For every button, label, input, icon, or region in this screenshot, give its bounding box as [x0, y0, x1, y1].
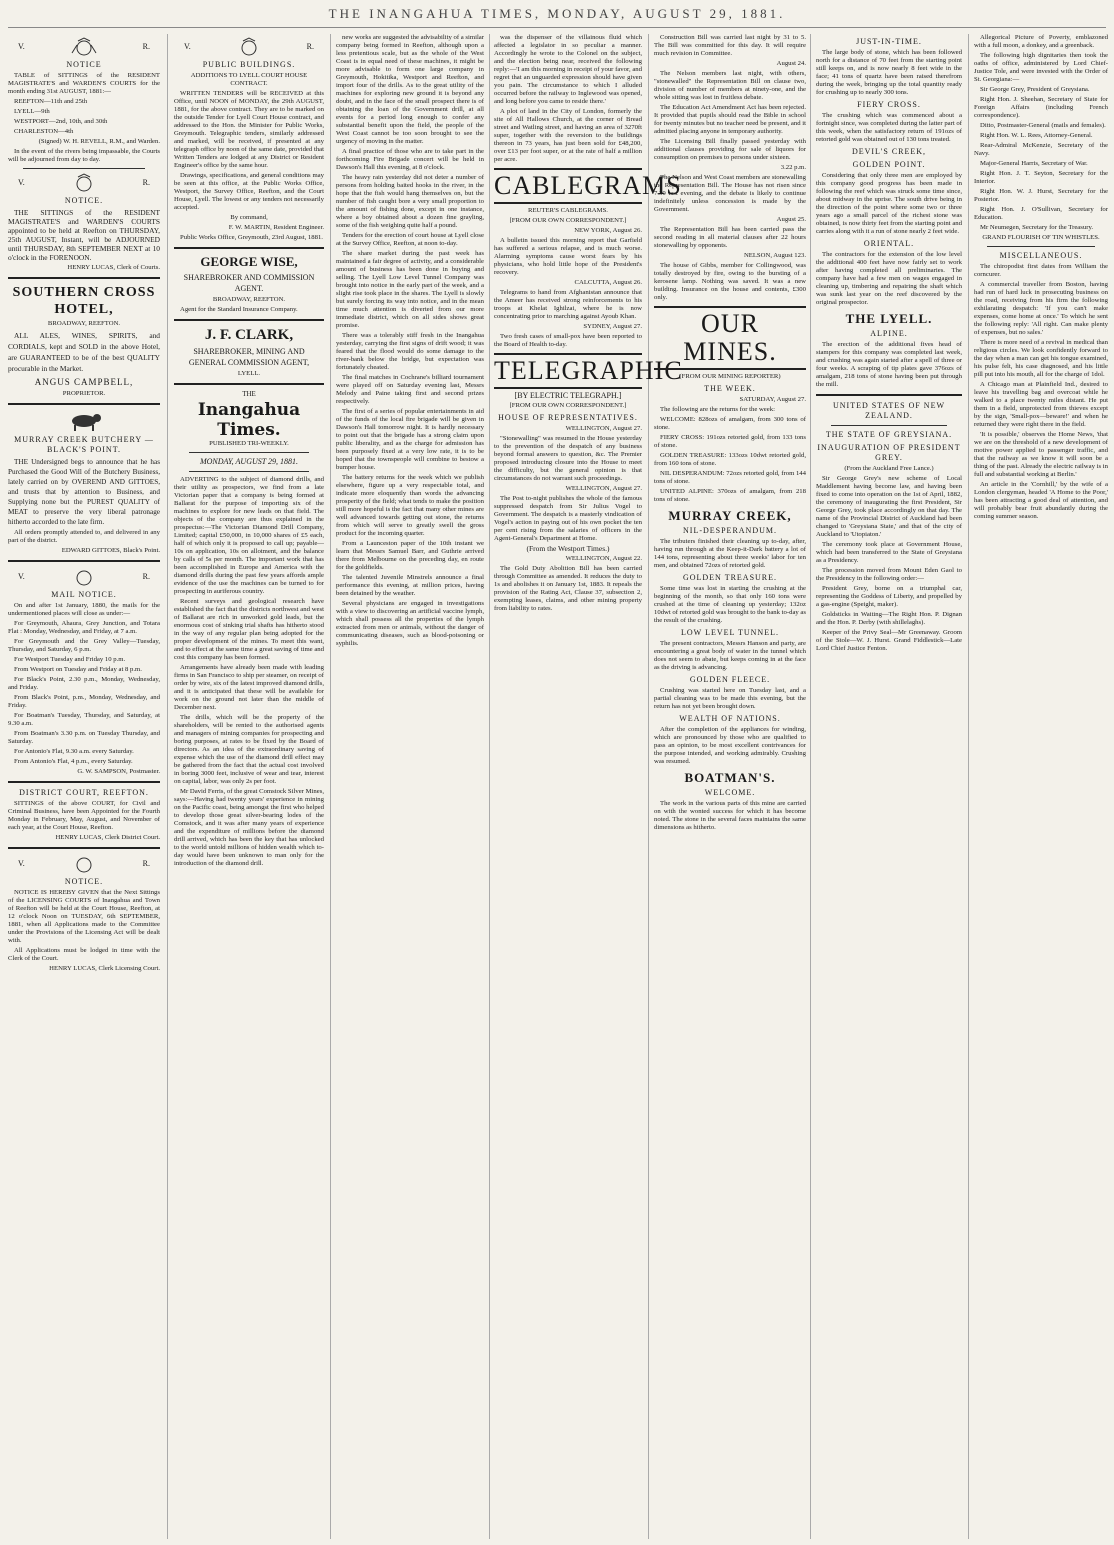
- royal-crest-icon: [234, 37, 264, 57]
- editorial-paragraph: Mr David Ferris, of the great Comstock Silver Mines, says:—Having had twenty years' experience in mining on the Pacific coast, being amongst the first who helped to develop those great silver-bearing lodes of the Comstock, and it was after many years of experience and the expenditure of millions before the diamond drill arrived, which has been the key that has unlocked to the world untold millions of hidden wealth which to-day would have been unknown to man only for the introduction of the diamond drill.: [174, 788, 324, 867]
- news-paragraph: An article in the 'Cornhill,' by the wife of a London clergyman, headed 'A Home to the Poor,' has been attracting a good deal of attention, and will probably bear fruit abundantly during the coming summer season.: [974, 481, 1108, 520]
- editorial-paragraph: Recent surveys and geological research have established the fact that the districts northwest and west of Ballarat are rich in unworked gold leads, but the enormous cost of sinking trial shafts has hitherto stood in the way of any regular plan being adopted for the proper development of the mines. To meet this want, and to effect at the same time a great saving of time and cost this company has been formed.: [174, 598, 324, 661]
- royal-crest-icon: [69, 567, 99, 587]
- column-1: [8, 34, 160, 1539]
- our-mines-sub: (FROM OUR MINING REPORTER): [679, 373, 781, 380]
- mail-line: For Boatman's Tuesday, Thursday, and Saturday, at 9.30 a.m.: [8, 712, 160, 727]
- news-paragraph: A final practice of those who are to take part in the forthcoming Fire Brigade concert will be held in Dawson's Hall this evening, at 8 o'clock.: [336, 148, 484, 171]
- mail-line: From Boatman's 3.30 p.m. on Tuesday Thursday, and Saturday.: [8, 730, 160, 745]
- clark-name: J. F. CLARK,: [204, 327, 294, 343]
- office-line: Right Hon. J. O'Sullivan, Secretary for Education.: [974, 206, 1108, 221]
- page-masthead: THE INANGAHUA TIMES, MONDAY, AUGUST 29, 1881.: [328, 6, 786, 21]
- mine-heading: GOLDEN TREASURE.: [682, 573, 778, 582]
- return-line: WELCOME: 828ozs of amalgam, from 300 tons of stone.: [654, 416, 806, 431]
- news-paragraph: The tributers finished their cleaning up to-day, after, having run through at the Keep-it-Dark battery a lot of 144 tons, representing about three weeks' labor for ten men, and obtained 72ozs of retorted gold.: [654, 538, 806, 569]
- column-4: [494, 34, 683, 1539]
- column-rule: [648, 34, 649, 1539]
- divider: [23, 168, 145, 169]
- public-buildings-signature: F. W. MARTIN, Resident Engineer.: [228, 224, 324, 231]
- hotel-name: SOUTHERN CROSS HOTEL,: [12, 285, 156, 317]
- divider: [174, 247, 324, 249]
- royal-crest-icon: [69, 173, 99, 193]
- flourish-line: GRAND FLOURISH OF TIN WHISTLES.: [982, 234, 1100, 241]
- notice-text: All Applications must be lodged in time with the Clerk of the Court.: [8, 947, 160, 962]
- crest-letter-r: R.: [142, 859, 150, 868]
- cablegrams-sub: REUTER'S CABLEGRAMS.: [528, 207, 608, 214]
- public-buildings-office: Public Works Office, Greymouth, 23rd August, 1881.: [180, 234, 323, 241]
- office-line: Right Hon. J. Sheehan, Secretary of State for Foreign Affairs (including French correspondence).: [974, 96, 1108, 119]
- newspaper-date: MONDAY, AUGUST 29, 1881.: [199, 457, 299, 466]
- telegraphic-heading: TELEGRAPHIC: [494, 353, 642, 389]
- mail-text: On and after 1st January, 1880, the mails for the undermentioned places will close as under:—: [8, 602, 160, 617]
- royal-crest-header: [184, 37, 314, 57]
- section-heading: THE LYELL.: [845, 311, 933, 326]
- office-line: Sir George Grey, President of Greysiana.: [980, 86, 1090, 93]
- news-paragraph: The crushing which was commenced about a fortnight since, was completed during the latter part of this week, when the satisfactory return of 191ozs of retorted gold was obtained out of 130 tons treated.: [816, 112, 962, 143]
- masthead-rule: [8, 27, 1106, 28]
- george-wise-role: SHAREBROKER AND COMMISSION AGENT.: [183, 273, 315, 293]
- butchery-signature: EDWARD GITTOES, Black's Point.: [61, 547, 160, 554]
- public-buildings-sub: ADDITIONS TO LYELL COURT HOUSE CONTRACT.: [190, 72, 308, 87]
- butchery-text: THE Undersigned begs to announce that he has Purchased the Good Will of the Butchery Business, lately carried on by OVEREND AND GITTOES, and trusts that by attention to Business, and Supplying none but the PUREST QUALITY of MEAT to preserve the very liberal patronage hitherto accorded to the late firm.: [8, 458, 160, 526]
- crest-letter-v: V.: [18, 178, 25, 187]
- section-heading: THE STATE OF GREYSIANA.: [825, 430, 953, 439]
- news-paragraph: new works are suggested the advisability of a similar company being formed in Reefton, although upon a less pretentious scale, but as the whole of the West Coast is in equal need of these machines, it might be more advisable to form one large company in Greymouth, Hokitika, Westport and Reefton, and import four of the drills. As to the great utility of the machines for exploring new ground it is beyond any doubt, and in the face of the small prospect there is of obtaining the loan of the Government drill, at all events for a period long enough to confer any substantial benefit upon the field, the people of the West Coast cannot be too soon brought to see the urgency of moving in the matter.: [336, 34, 484, 145]
- hotel-text: ALL ALES, WINES, SPIRITS, and CORDIALS, kept and SOLD in the above Hotel, are GUARANTEED to be of the best QUALITY procurable in the Market.: [8, 331, 160, 373]
- notice-line: LYELL—9th: [14, 108, 50, 115]
- column-5: [654, 34, 806, 1539]
- mine-heading: WELCOME.: [704, 788, 756, 797]
- royal-crest-icon: [69, 854, 99, 874]
- crest-letter-v: V.: [18, 42, 25, 51]
- notice-title: NOTICE.: [64, 877, 104, 886]
- section-heading: INAUGURATION OF PRESIDENT GREY.: [817, 443, 961, 462]
- mail-signature: G. W. SAMPSON, Postmaster.: [77, 768, 160, 775]
- news-paragraph: The Representation Bill has been carried pass the second reading in all material clauses after 22 hours stonewalling by opponents.: [654, 226, 806, 249]
- office-line: Major-General Harris, Secretary of War.: [980, 160, 1088, 167]
- news-paragraph: Considering that only three men are employed by this company good progress has been made in following the reef which was struck some time since, about midway in the uprise. The south drive being in the direction of the point where some two or three years ago a small parcel of the richest stone was obtained, is now thirty feet from the starting point and carries along with it a run of stone nearly 2 feet wide.: [816, 172, 962, 235]
- news-paragraph: The first of a series of popular entertainments in aid of the funds of the local fire brigade will be given in Dawson's Hall tomorrow night. It is hardly necessary to point out that the brigade has a strong claim upon public liberality, and as the charge for admission has been purposely fixed at a very low rate, it is to be hoped that the townspeople will combine to bestow a bumper house.: [336, 408, 484, 471]
- newspaper-the: THE: [242, 390, 256, 398]
- mail-line: For Greymouth, Ahaura, Grey Junction, and Totara Flat : Monday, Wednesday, and Friday, at 7 a.m.: [8, 620, 160, 635]
- public-buildings-by: By command,: [230, 214, 268, 221]
- mine-heading: WEALTH OF NATIONS.: [679, 714, 781, 723]
- editorial-paragraph: Arrangements have already been made with leading firms in San Francisco to ship per steamer, on receipt of order by wire, six of the latest improved diamond drills, and it is anticipated that these will be available for work on the ground not later than the middle of December next.: [174, 664, 324, 711]
- news-paragraph: The ceremony took place at Government House, which had been transferred to the State of Greysiana as a Presidency.: [816, 541, 962, 564]
- crest-letter-v: V.: [18, 859, 25, 868]
- divider: [174, 383, 324, 385]
- column-rule: [167, 34, 168, 1539]
- source-note: (From the Auckland Free Lance.): [844, 465, 934, 472]
- column-3: [336, 34, 484, 1539]
- court-title: DISTRICT COURT, REEFTON.: [19, 788, 149, 797]
- cable-text: Telegrams to hand from Afghanistan announce that the Ameer has received strong reinforcements to his troops at Khelat Ighilzai, where he is now concentrating prior to marching against Ayoub Khan.: [494, 289, 642, 320]
- newspaper-title: Inangahua Times.: [197, 400, 301, 440]
- dateline: 3.22 p.m.: [780, 164, 806, 171]
- bull-icon: [64, 410, 104, 432]
- george-wise-place: BROADWAY, REEFTON.: [212, 296, 286, 303]
- news-paragraph: Sir George Grey's new scheme of Local Maddlement having become law, and having been fixed to come into operation on the 1st of April, 1882, the ceremony of inaugurating the first President, Sir George Grey, took place accordingly on that day. The name of the Provincial District of Auckland had been changed to 'Greysiana State,' and that of the city of Auckland to 'Utopiaton.': [816, 475, 962, 538]
- news-paragraph: 'It is possible,' observes the Home News, 'that we are on the threshold of a new development of motive power applied to passenger traffic, and that the railway as we know it will soon be a thing of the past. Already the electric railway is in full and substantial working at Berlin.': [974, 431, 1108, 478]
- divider: [8, 277, 160, 279]
- return-line: UNITED ALPINE: 370ozs of amalgam, from 218 tons of stone.: [654, 488, 806, 503]
- news-paragraph: The following are the returns for the week:: [660, 406, 775, 413]
- news-paragraph: The battery returns for the week which we publish elsewhere, figure up a very respectable total, and indicate more eloquently than words the advancing prosperity of the field; what tends to make the position still more hopeful is the fact that many other mines are well advanced towards getting out stone, the returns from which will serve to greatly swell the gross product for the incoming quarter.: [336, 474, 484, 537]
- news-paragraph: The talented Juvenile Minstrels announce a final performance this evening, at million prices, having been detained by the weather.: [336, 574, 484, 597]
- news-paragraph: was the dispenser of the villainous fluid which affected a legislator in so peculiar a manner. Accordingly he wrote to the Colonel on the subject, and the election being near, received the following reply:—'I am this morning in receipt of your favor, and regret that an unguarded expression should have given you pain. The circumstance to which I alluded occurred before the railway to Inglewood was opened, and long before you came to reside there.': [494, 34, 642, 105]
- section-heading: THE WEEK.: [704, 384, 756, 393]
- section-heading: MISCELLANEOUS.: [999, 251, 1083, 260]
- return-line: FIERY CROSS: 191ozs retorted gold, from 133 tons of stone.: [654, 434, 806, 449]
- office-line: Mr Neumegen, Secretary for the Treasury.: [980, 224, 1094, 231]
- cablegrams-correspondent: [FROM OUR OWN CORRESPONDENT.]: [509, 217, 627, 224]
- news-paragraph: The erection of the additional fives head of stampers for this company was completed last week, and crushing was again started after a spell of three or four weeks. A scraping of tip plates gave 376ozs of amalgam, 218 tons of stone having been put through the mill.: [816, 341, 962, 388]
- return-line: NIL DESPERANDUM: 72ozs retorted gold, from 144 tons of stone.: [654, 470, 806, 485]
- dateline: WELLINGTON, August 22.: [565, 555, 642, 562]
- column-rule: [810, 34, 811, 1539]
- office-line: Right Hon. J. T. Seyton, Secretary for the Interior.: [974, 170, 1108, 185]
- column-rule: [968, 34, 969, 1539]
- divider: [189, 471, 309, 472]
- notice-signature: HENRY LUCAS, Clerk of Courts.: [67, 264, 160, 271]
- news-paragraph: Construction Bill was carried last night by 31 to 5. The Bill was committed for this day. It will require much revision in Committee.: [654, 34, 806, 57]
- notice-line: REEFTON—11th and 25th: [14, 98, 88, 105]
- dateline: NEW YORK, August 26.: [574, 227, 642, 234]
- mine-heading: DEVIL'S CREEK,: [851, 147, 927, 156]
- hotel-place: BROADWAY, REEFTON.: [47, 320, 121, 327]
- news-paragraph: Several physicians are engaged in investigations with a view to discovering an artificial vaccine lymph, which shall possess all the properties of the lymph extracted from men or animals, without the danger of communicating diseases, such as blood-poisoning or syphilis.: [336, 600, 484, 647]
- office-line: Right Hon. W. J. Hurst, Secretary for the Posterior.: [974, 188, 1108, 203]
- source-note: (From the Westport Times.): [526, 544, 610, 553]
- office-line: Ditto, Postmaster-General (mails and females).: [980, 122, 1106, 129]
- news-paragraph: From a Launceston paper of the 10th instant we learn that Messrs Samuel Barr, and Guthrie arrived there from Melbourne on the preceding day, en route for the goldfields.: [336, 540, 484, 571]
- telegraph-text: "Stonewalling" was resumed in the House yesterday to the prevention of the despatch of any business beyond formal answers to question, &c. The Premier proposed introducing closure into the House to meet the difficulty, but the general opinion is that circumstances do not warrant such proceedings.: [494, 435, 642, 482]
- notice-line: CHARLESTON—4th: [14, 128, 74, 135]
- news-paragraph: The Nelson members last night, with others, "stonewalled" the Representation Bill on clause two, division of number of members at ninety-one, and the whole sitting was lost in fruitless debate.: [654, 70, 806, 101]
- news-paragraph: There was a tolerably stiff fresh in the Inangahua yesterday, carrying the first signs of drift wood; it was feared that the flood would do some damage to the river-bank below the bridge, but expectation was fortunately cheated.: [336, 332, 484, 371]
- notice-signature: HENRY LUCAS, Clerk Licensing Court.: [49, 965, 160, 972]
- news-paragraph: The present contractors, Messrs Hanson and party, are encountering a great body of water in the tunnel which does not seem to abate, but keeps coming in at the face as the driving is advancing.: [654, 640, 806, 671]
- dateline: NELSON, August 123.: [743, 252, 806, 259]
- cable-text: A bulletin issued this morning report that Garfield has suffered a serious relapse, and is much worse. Alarming symptoms cause worst fears by his physicians, who hold little hope of the President's recovery.: [494, 237, 642, 276]
- news-paragraph: There is more need of a revival in medical than religious circles. We look confidently forward to the day when a man can get his tongue examined, his pulse felt, his case diagnosed, and his little pill put into his mouth, all for the charge of 1dol.: [974, 339, 1108, 378]
- news-paragraph: After the completion of the appliances for winding, which are pronounced by those who are qualified to pass an opinion, to be most excellent contrivances for the purpose intended, and working admirably. Crushing was resumed.: [654, 726, 806, 765]
- dateline: WELLINGTON, August 27.: [565, 425, 642, 432]
- news-paragraph: The Licensing Bill finally passed yesterday with additional clauses providing for sale of liquors for consumption on premises to persons under sixteen.: [654, 138, 806, 161]
- mail-line: From Black's Point, p.m., Monday, Wednesday, and Friday.: [8, 694, 160, 709]
- public-buildings-text: Drawings, specifications, and general conditions may be seen at this office, at the Public Works Office, Westport, the Survey Office, Reefton, and the Court House, Lyell. The lowest or any tenders not necessarily accepted.: [174, 172, 324, 211]
- column-2: [174, 34, 324, 1539]
- mail-line: For Greymouth and the Grey Valley—Tuesday, Thursday, and Saturday, 6 p.m.: [8, 638, 160, 653]
- editorial-paragraph: The drills, which will be the property of the shareholders, will be rented to the authorised agents and managers of mining companies for prospecting and boring purposes, at rates to be fixed by the Board of directors. As an idea of the extraordinary saving of expense which the use of the diamond drill effect may be gathered from the fact that the actual cost involved in boring 3000 feet, inclusive of wear and tear, interest on capital, labor, was only 2s per foot.: [174, 714, 324, 785]
- divider: [8, 560, 160, 562]
- notice-title: NOTICE.: [64, 196, 104, 205]
- crest-letter-r: R.: [142, 572, 150, 581]
- section-heading: UNITED STATES OF NEW ZEALAND.: [832, 401, 946, 420]
- royal-crest-header: [18, 173, 150, 193]
- column-rule: [489, 34, 490, 1539]
- office-line: Rear-Admiral McKenzie, Secretary of the Navy.: [974, 142, 1108, 157]
- butchery-text: All orders promptly attended to, and delivered in any part of the district.: [8, 529, 160, 544]
- house-heading: HOUSE OF REPRESENTATIVES.: [498, 413, 638, 422]
- news-paragraph: The final matches in Cochrane's billiard tournament were played off on Saturday evening last, Messrs Melody and Paine taking first and second prizes respectively.: [336, 374, 484, 405]
- news-paragraph: The contractors for the extension of the low level the additional 400 feet have now fairly set to work after having completed all preliminaries. The company have had a few men on wages engaged in cleaning up, timbering and repairing the shaft which was sunk last year on the reef discovered by the original prospector.: [816, 251, 962, 306]
- news-paragraph: Tenders for the erection of court house at Lyell close at the Survey Office, Reefton, at noon to-day.: [336, 232, 484, 247]
- our-mines-heading: OUR MINES.: [654, 306, 806, 370]
- telegraphic-correspondent: [FROM OUR OWN CORRESPONDENT.]: [509, 402, 627, 409]
- news-paragraph: A Chicago man at Plainfield Ind., desired to leave his travelling bag and overcoat while he walked to a place twenty miles distant. He put them in a field, unprotected from thieves except by the sign, 'Small-pox—beware!' and when he returned they were right there in the field.: [974, 381, 1108, 428]
- news-paragraph: Goldsticks in Waiting—The Right Hon. P. Dignan and the Hon. P. Derby (with shillelaghs).: [816, 611, 962, 626]
- divider: [8, 847, 160, 849]
- dateline: August 24.: [776, 60, 806, 67]
- news-paragraph: Keeper of the Privy Seal—Mr Greenaway. Groom of the Stole—W. J. Hurst. Grand Fiddlestick—Late Lord Chief Justice Fenton.: [816, 629, 962, 652]
- news-paragraph: The procession moved from Mount Eden Gaol to the Presidency in the following order:—: [816, 567, 962, 582]
- george-wise-name: GEORGE WISE,: [200, 254, 298, 269]
- news-paragraph: Some time was lost in starting the crushing at the beginning of the month, so that only 160 tons were crushed at the time of cleaning up yesterday; 132oz 10dwt of retorted gold was brought to the bank to-day as the result of the crushing.: [654, 585, 806, 624]
- mine-heading: ALPINE.: [870, 329, 908, 338]
- newspaper-sub: PUBLISHED TRI-WEEKLY.: [209, 440, 289, 447]
- cablegrams-heading: CABLEGRAMS: [494, 168, 642, 204]
- column-rule: [330, 34, 331, 1539]
- news-paragraph: The Nelson and West Coast members are stonewalling the Representation Bill. The House has not risen since 7.30 last evening, and the debate is likely to continue indefinitely unless concession is made by the Government.: [654, 174, 806, 213]
- public-buildings-text: WRITTEN TENDERS will be RECEIVED at this Office, until NOON of MONDAY, the 29th AUGUST, 1881, for the above contract. They are to be marked on the outside Tender for Lyell Court House contract, and addressed to the Hon. the Minister for Public Works, Greymouth. Telegraphic tenders, similarly addressed and marked, will be received, if presented at any telegraph office by noon of the same date, provided that Written Tenders are lodged at any District or Resident Engineer's office by the same hour.: [174, 90, 324, 169]
- mine-heading: GOLDEN POINT.: [852, 160, 926, 169]
- court-text: SITTINGS of the above COURT, for Civil and Criminal Business, have been Appointed for the Fourth Monday in February, May, August, and November of each year, at the Court House, Reefton.: [8, 800, 160, 831]
- telegraphic-sub: [BY ELECTRIC TELEGRAPH.]: [514, 391, 622, 400]
- column-7: [974, 34, 1108, 1539]
- mine-heading: NIL-DESPERANDUM.: [683, 526, 777, 535]
- news-paragraph: Allegorical Picture of Poverty, emblazoned with a full moon, a donkey, and a greenback.: [974, 34, 1108, 49]
- butchery-title: MURRAY CREEK BUTCHERY — BLACK'S POINT.: [14, 435, 154, 454]
- dateline: SYDNEY, August 27.: [583, 323, 642, 330]
- mail-line: For Black's Point, 2.30 p.m., Monday, Wednesday, and Friday.: [8, 676, 160, 691]
- hotel-role: PROPRIETOR.: [62, 390, 106, 397]
- divider: [816, 394, 962, 396]
- dateline: WELLINGTON, August 27.: [565, 485, 642, 492]
- telegraph-text: The Post to-night publishes the whole of the famous suppressed despatch from Sir Julius Vogel to Government. The despatch is a masterly vindication of Vogel's action in paying out of his own pocket the ten per cent rising from the salaries of officers in the Agent-General's Department at Home.: [494, 495, 642, 542]
- notice-text: In the event of the rivers being impassable, the Courts will be adjourned from day to day.: [8, 148, 160, 163]
- crest-letter-v: V.: [18, 572, 25, 581]
- divider: [831, 425, 948, 426]
- notice-title: NOTICE: [66, 60, 102, 69]
- clark-place: LYELL.: [237, 370, 261, 377]
- crest-letter-r: R.: [142, 42, 150, 51]
- notice-signature: (Signed) W. H. REVELL, R.M., and Warden.: [38, 138, 160, 145]
- royal-crest-header: [18, 37, 150, 57]
- news-paragraph: The following high dignitaries then took the oaths of office, administered by Lord Chief-Justice Tole, and were invested with the Order of St. Georgiana:—: [974, 52, 1108, 83]
- mine-heading: LOW LEVEL TUNNEL.: [681, 628, 779, 637]
- crest-letter-r: R.: [306, 42, 314, 51]
- dateline: August 25.: [776, 216, 806, 223]
- divider: [987, 246, 1094, 247]
- news-paragraph: The heavy rain yesterday did not deter a number of persons from holding baited hooks in the river, in the hope that the fish would hang themselves on, but the number of fish caught bore a very small proportion to the amount of fishing done, except in one instance, where a boy obtained about a dozen fine grayling, some of the fish weighing quite half a pound.: [336, 174, 484, 229]
- news-paragraph: The share market during the past week has maintained a fair degree of activity, and a considerable amount of business has been done in buying and selling. The Lyell Low Level Tunnel Company was brought into notice in the early part of the week, and a slight rise took place in the shares. The Lyell is slowly but surely forcing its way into notice, and in the mean time much attention is diverted from our more immediate district, which on all sides shows great promise.: [336, 250, 484, 329]
- mail-line: For Westport Tuesday and Friday 10 p.m.: [14, 656, 126, 663]
- royal-crest-icon: [69, 37, 99, 57]
- news-paragraph: The Education Act Amendment Act has been rejected. It provided that pupils should read the Bible in school for twenty minutes but no teacher need be present, and it admitted placing anyone in temporary authority.: [654, 104, 806, 135]
- george-wise-text: Agent for the Standard Insurance Company.: [180, 306, 298, 313]
- mine-heading: FIERY CROSS.: [857, 100, 921, 109]
- notice-text: THE SITTINGS of the RESIDENT MAGISTRATE'S and WARDEN'S COURTS appointed to be held at Reefton on THURSDAY, 25th AUGUST, Instant, will be ADJOURNED until THURSDAY, 8th SEPTEMBER NEXT at 10 o'clock in the FORENOON.: [8, 208, 160, 262]
- news-paragraph: Crushing was started here on Tuesday last, and a partial cleaning was to be made this evening, but the return has not yet been brought down.: [654, 687, 806, 710]
- editorial-paragraph: ADVERTING to the subject of diamond drills, and their utility as prospectors, we find from a late Victorian paper that a company is being formed at Ballarat for the purpose of importing six of the machines to explore for new leads on that field. The objects of the company are thus explained in the prospectus:—The Victorian Diamond Drill Company, Limited; capital £50,000, in 10,000 shares of £5 each, half of which only it is proposed to call up; payable—10s on application, 10s on allotment, and the balance by calls of 5s per month. The important work that has been accomplished in Europe and America with the diamond drills during the past few years affords ample evidence of the use the machines can be turned to for prospecting in auriferous country.: [174, 476, 324, 595]
- mine-heading: JUST-IN-TIME.: [856, 37, 922, 46]
- public-buildings-title: PUBLIC BUILDINGS.: [202, 60, 296, 69]
- mail-title: MAIL NOTICE.: [51, 590, 117, 599]
- crest-letter-r: R.: [142, 178, 150, 187]
- divider: [8, 403, 160, 405]
- dateline: SATURDAY, August 27.: [739, 396, 806, 403]
- hotel-proprietor: ANGUS CAMPBELL,: [34, 377, 134, 387]
- mine-heading: GOLDEN FLEECE.: [689, 675, 771, 684]
- section-heading: MURRAY CREEK,: [668, 508, 792, 523]
- clark-role: SHAREBROKER, MINING AND GENERAL COMMISSION AGENT,: [188, 347, 310, 367]
- mail-line: For Antonio's Flat, 9.30 a.m. every Saturday.: [14, 748, 134, 755]
- mine-heading: ORIENTAL.: [863, 239, 915, 248]
- office-line: Right Hon. W. L. Rees, Attorney-General.: [980, 132, 1093, 139]
- return-line: GOLDEN TREASURE: 133ozs 10dwt retorted gold, from 160 tons of stone.: [654, 452, 806, 467]
- mail-line: From Westport on Tuesday and Friday at 8 p.m.: [14, 666, 142, 673]
- news-paragraph: The work in the various parts of this mine are carried on with the wonted success for which it has become noted. The stone in the several faces maintains the same dimensions as hitherto.: [654, 800, 806, 831]
- news-paragraph: A plot of land in the City of London, formerly the site of All Hallows Church, at the corner of Bread street and Watling street, and having an area of 3270ft super, together with the reversion to the buildings thereon in 73 years, has just been sold for £48,200, over £13 per foot super, or at the rate of half a million per acre.: [494, 108, 642, 163]
- mail-line: From Antonio's Flat, 4 p.m., every Saturday.: [14, 758, 133, 765]
- dateline: CALCUTTA, August 26.: [574, 279, 642, 286]
- divider: [189, 452, 309, 453]
- telegraph-text: The Gold Duty Abolition Bill has been carried through Committee as amended. It reduces the duty to 1s and abolishes it on January 1st, 1883. It repeals the provision of the Rating Act, Clause 37, subsection 2, exempting leases, claims, and other mining property from liability to rates.: [494, 565, 642, 612]
- crest-letter-v: V.: [184, 42, 191, 51]
- notice-text: TABLE of SITTINGS of the RESIDENT MAGISTRATE'S and WARDEN'S COURTS for the month ending 31st AUGUST, 1881:—: [8, 72, 160, 95]
- news-paragraph: A commercial traveller from Boston, having had run of hard luck in prosecuting business on the road, receiving from his firm the following exhilarating despatch: 'If you can't make expenses, come home at once.' To which he sent the following reply: 'All right. Can make plenty of expenses, but no sales.': [974, 281, 1108, 336]
- notice-line: WESTPORT—2nd, 10th, and 30th: [14, 118, 108, 125]
- column-6: [816, 34, 962, 1539]
- news-paragraph: President Grey, borne on a triumphal car, representing the Goddess of Liberty, and propelled by a gas-engine (Speight, maker).: [816, 585, 962, 608]
- section-heading: BOATMAN'S.: [684, 770, 776, 785]
- news-paragraph: The chiropodist first dates from William the corncurer.: [974, 263, 1108, 278]
- royal-crest-header: [18, 567, 150, 587]
- court-signature: HENRY LUCAS, Clerk District Court.: [55, 834, 160, 841]
- divider: [8, 781, 160, 783]
- notice-text: NOTICE IS HEREBY GIVEN that the Next Sittings of the LICENSING COURTS of Inangahua and Town of Reefton will be held at the Court House, Reefton, at 12 o'clock Noon on TUESDAY, 6th SEPTEMBER, 1881, when all Applications made to the Committee under the Provisions of the Licensing Act will be dealt with.: [8, 889, 160, 944]
- news-paragraph: The large body of stone, which has been followed north for a distance of 70 feet from the starting point still keeps on, and is now nearly 8 feet wide in the face; 41 tons of quartz have been raised therefrom during the week, bringing up the total quantity ready for crushing up to nearly 300 tons.: [816, 49, 962, 96]
- royal-crest-header: [18, 854, 150, 874]
- divider: [174, 319, 324, 321]
- cable-text: Two fresh cases of small-pox have been reported to the Board of Health to-day.: [494, 333, 642, 348]
- news-paragraph: The house of Gibbs, member for Collingwood, was totally destroyed by fire, owing to the bursting of a kerosene lamp. Nothing was saved. It was a new building. Insurance on the house and contents, £300 only.: [654, 262, 806, 301]
